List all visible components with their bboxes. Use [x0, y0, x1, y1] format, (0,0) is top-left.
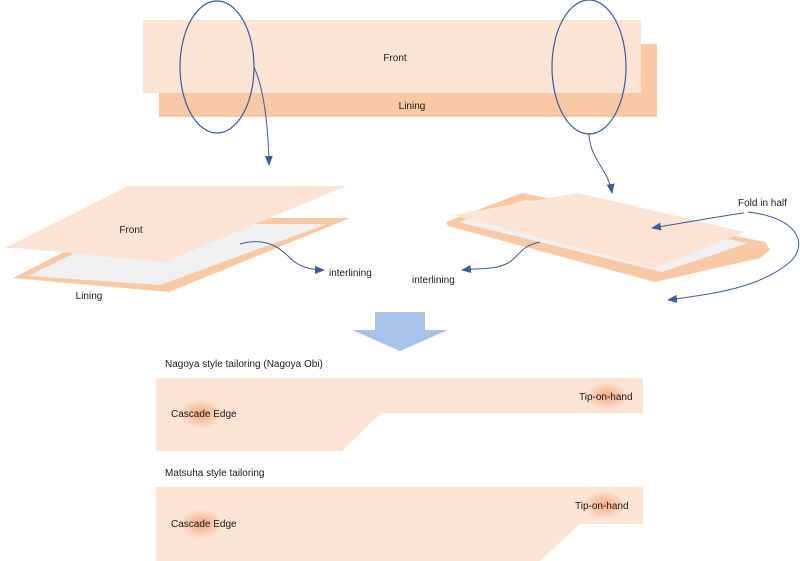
matsuha-tip-label: Tip-on-hand — [575, 501, 629, 512]
left-layered-end — [5, 186, 372, 302]
fold-in-half-label: Fold in half — [738, 198, 787, 209]
nagoya-tip-label: Tip-on-hand — [579, 392, 633, 403]
matsuha-style-section — [156, 468, 643, 561]
right-folded-end — [412, 193, 799, 300]
right-connector-arrow — [589, 134, 612, 193]
nagoya-cascade-label: Cascade Edge — [171, 409, 237, 420]
matsuha-title: Matsuha style tailoring — [165, 468, 265, 479]
interlining-label-left: interlining — [329, 268, 372, 279]
nagoya-title: Nagoya style tailoring (Nagoya Obi) — [165, 359, 323, 370]
lining-label-top: Lining — [398, 101, 426, 112]
top-panels — [143, 0, 657, 193]
matsuha-cascade-label: Cascade Edge — [171, 519, 237, 530]
front-label-top: Front — [383, 53, 407, 64]
front-label-left: Front — [119, 225, 143, 236]
nagoya-style-section — [156, 359, 643, 451]
interlining-label-right: interlining — [412, 275, 455, 286]
interlining-pointer-right — [462, 242, 540, 270]
down-arrow — [352, 312, 448, 351]
lining-label-left: Lining — [75, 291, 103, 302]
